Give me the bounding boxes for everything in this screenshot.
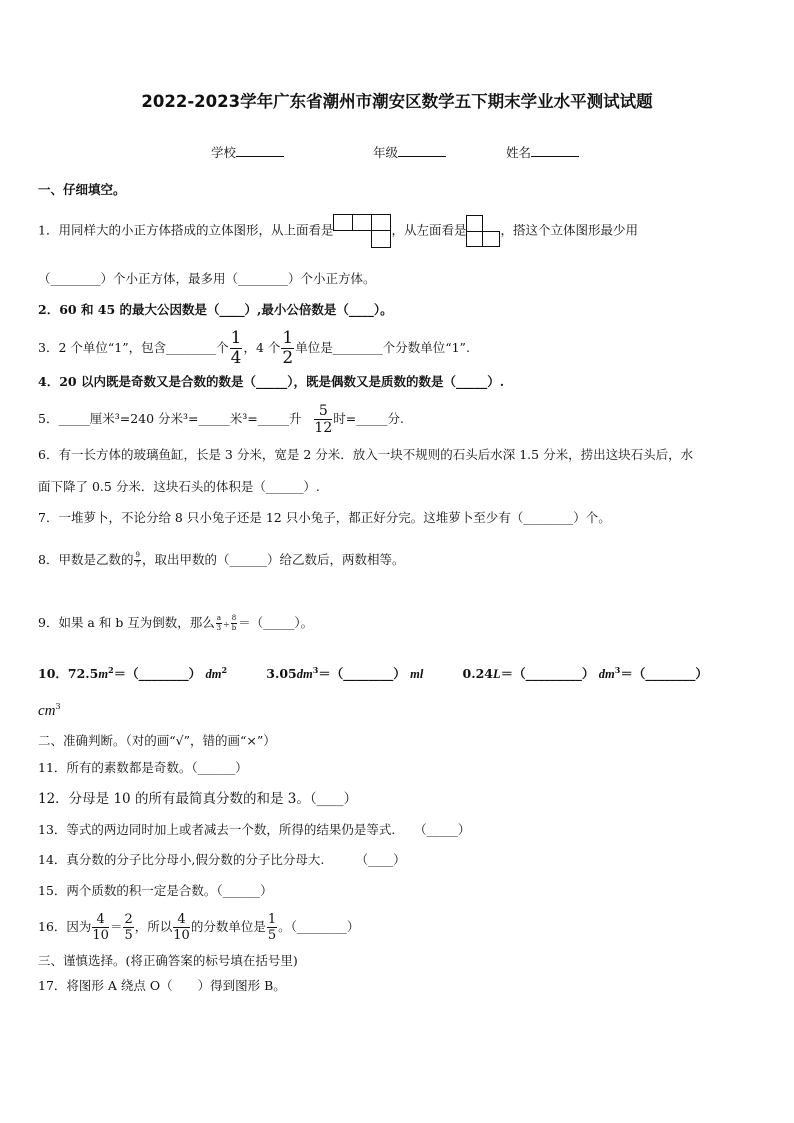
grade-field: 年级 [373,143,446,161]
name-field: 姓名 [506,143,579,161]
fraction: $\frac{2}{5}$ [124,912,133,943]
fraction: $\frac{1}{4}$ [230,328,242,368]
question-13: 13．等式的两边同时加上或者减去一个数，所得的结果仍是等式. （_____） [38,822,471,837]
question-10-cont: $cm^3$ [38,702,61,719]
question-12: 12．分母是 10 的所有最简真分数的和是 3。（____） [38,791,358,807]
school-field: 学校 [211,143,284,161]
question-8: 8．甲数是乙数的 $\frac{9}{7}$ ，取出甲数的（______）给乙数后，两数相等。 [38,551,405,569]
fraction: $\frac{8}{b}$ [231,614,237,632]
fraction: $\frac{1}{5}$ [267,912,277,943]
question-11: 11．所有的素数都是奇数。（______） [38,760,248,775]
question-14: 14．真分数的分子比分母小,假分数的分子比分母大. （____） [38,852,406,867]
question-5: 5．_____厘米³=240 分米³=_____米³=_____升 $\frac{5}{12}$ 时=_____分. [38,403,404,436]
section-heading-2: 二、准确判断。（对的画“√”，错的画“×”） [38,733,276,748]
fraction: $\frac{5}{12}$ [314,403,333,436]
question-1-cont: （________）个小正方体，最多用（________）个小正方体。 [38,271,376,286]
section-heading-1: 一、仔细填空。 [38,182,126,197]
page-title: 2022-2023学年广东省潮州市潮安区数学五下期末学业水平测试试题 [141,92,653,111]
question-1: 1．用同样大的小正方体搭成的立体图形，从上面看是 ，从左面看是 ，搭这个立体图形最少用 [38,214,638,248]
question-7: 7．一堆萝卜，不论分给 8 只小兔子还是 12 只小兔子，都正好分完。这堆萝卜至少有（________）个。 [38,510,611,525]
question-3: 3．2 个单位“1”，包含________个 $\frac{1}{4}$ ，4 个 $\frac{1}{2}$ 单位是________个分数单位“1”. [38,328,470,368]
question-2: 2．60 和 45 的最大公因数是（____）,最小公倍数是（____）。 [38,302,393,317]
left-view-figure [466,215,500,247]
question-9: 9．如果 a 和 b 互为倒数，那么 $\frac{a}{3}$ ÷ $\frac{8}{b}$ ＝（_____）。 [38,614,314,632]
question-17: 17．将图形 A 绕点 O（ ）得到图形 B。 [38,978,286,993]
fraction: $\frac{1}{2}$ [282,328,294,368]
fraction: $\frac{a}{3}$ [216,614,222,632]
fraction: $\frac{9}{7}$ [135,551,140,569]
fraction: $\frac{4}{10}$ [173,912,190,943]
question-10: 10．$72.5m^2=(\_\_\_\_\_\_\_\_)$ $dm^2$ $3.05dm^3=(\_\_\_\_\_\_\_\_)$ ml 0.24L＝（_________） $dm^3=(\_\_\_\_\_\_\_\_)$ [38,665,708,682]
top-view-figure [333,214,391,248]
question-6-line1: 6．有一长方体的玻璃鱼缸，长是 3 分米，宽是 2 分米．放入一块不规则的石头后水深 1.5 分米，捞出这块石头后，水 [38,447,694,462]
section-heading-3: 三、谨慎选择。(将正确答案的标号填在括号里) [38,953,298,968]
question-16: 16．因为 $\frac{4}{10}$ ＝ $\frac{2}{5}$ ，所以 $\frac{4}{10}$ 的分数单位是 $\frac{1}{5}$ 。（________） [38,912,360,943]
question-4: 4．20 以内既是奇数又是合数的数是（_____），既是偶数又是质数的数是（_____）. [38,374,505,389]
question-15: 15．两个质数的积一定是合数。（______） [38,883,273,898]
question-6-line2: 面下降了 0.5 分米．这块石头的体积是（______）. [38,479,320,494]
fraction: $\frac{4}{10}$ [92,912,109,943]
